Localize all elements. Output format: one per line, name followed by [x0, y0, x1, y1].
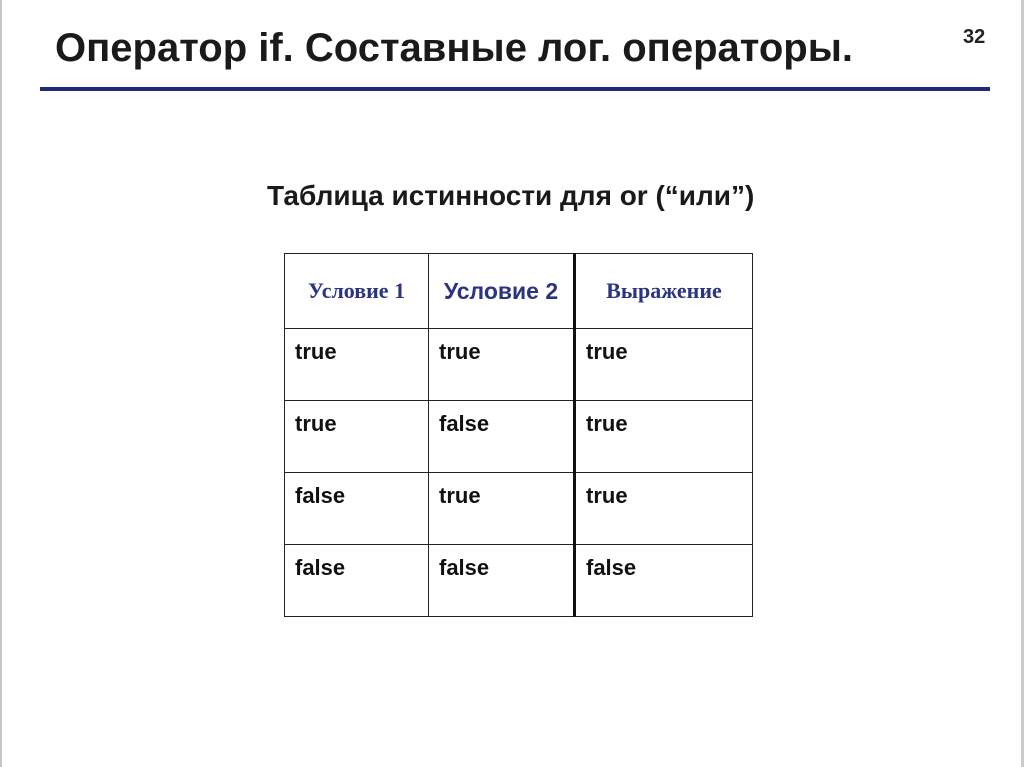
table-row	[285, 401, 753, 473]
table-caption: Таблица истинности для or (“или”)	[267, 180, 755, 211]
table-cell: true	[429, 473, 575, 545]
table-cell: false	[575, 545, 753, 617]
title-underline	[40, 87, 990, 91]
table-row	[285, 545, 753, 617]
table-header-row	[285, 254, 753, 329]
truth-table	[284, 253, 753, 617]
header-cell-condition-2: Условие 2	[429, 254, 575, 329]
table-cell: true	[575, 401, 753, 473]
table-cell: true	[285, 329, 429, 401]
slide-title: Оператор if. Составные лог. операторы.	[55, 26, 853, 70]
table-cell: true	[575, 329, 753, 401]
slide-left-edge	[0, 0, 2, 767]
header-cell-expression: Выражение	[575, 254, 753, 329]
header-cell-condition-1: Условие 1	[285, 254, 429, 329]
table-row	[285, 473, 753, 545]
page-number: 32	[963, 26, 986, 48]
table-cell: true	[285, 401, 429, 473]
table-row	[285, 329, 753, 401]
table-cell: true	[575, 473, 753, 545]
table-cell: false	[285, 473, 429, 545]
table-cell: true	[429, 329, 575, 401]
table-cell: false	[285, 545, 429, 617]
table-cell: false	[429, 545, 575, 617]
table-cell: false	[429, 401, 575, 473]
